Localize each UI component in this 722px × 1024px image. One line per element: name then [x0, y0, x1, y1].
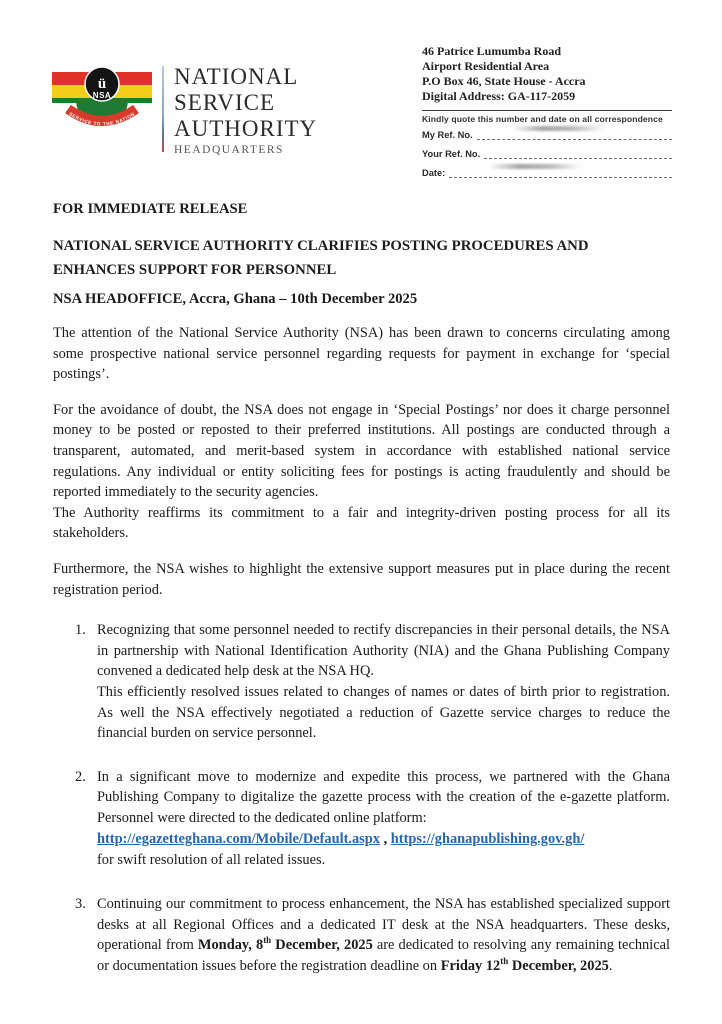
item3-bold-date-start: Monday, 8: [197, 937, 264, 954]
correspondence-note: Kindly quote this number and date on all correspondence: [422, 114, 663, 124]
item3-bold-deadline: December, 2025: [508, 957, 609, 974]
your-ref-label: Your Ref. No.: [422, 149, 481, 159]
headline: NATIONAL SERVICE AUTHORITY CLARIFIES POSTING PROCEDURES AND ENHANCES SUPPORT FOR PERSONNEL: [53, 238, 589, 278]
ordinal-suffix: th: [500, 956, 509, 967]
item3-run: are dedicated to resolving any remaining technical or documentation issues before the registration deadline on: [97, 937, 670, 974]
list-item-content: [97, 620, 670, 744]
org-name-line: SERVICE: [174, 90, 275, 115]
address-block: [422, 42, 672, 187]
address-divider: [422, 110, 672, 111]
item3-bold-date: December, 2025: [271, 937, 373, 954]
egazette-link[interactable]: http://egazetteghana.com/Mobile/Default.aspx: [97, 831, 380, 848]
list-item-2: [75, 767, 670, 871]
org-name-line: AUTHORITY: [174, 116, 318, 141]
document-body: [0, 201, 722, 976]
link-separator: ,: [379, 831, 391, 848]
nsa-emblem-icon: [50, 58, 154, 138]
date-label: Date:: [422, 168, 446, 178]
my-ref-field: [422, 130, 672, 140]
item2-tail: for swift resolution of all related issues.: [97, 852, 326, 869]
logo-acronym: NSA: [92, 91, 112, 100]
letterhead: [0, 0, 722, 187]
release-line: FOR IMMEDIATE RELEASE: [53, 201, 248, 217]
letterhead-divider: [162, 66, 164, 152]
address-line: P.O Box 46, State House - Accra: [422, 74, 586, 88]
address-line: Digital Address: GA-117-2059: [422, 89, 576, 103]
paragraph-furthermore: Furthermore, the NSA wishes to highlight the extensive support measures put in place during the recent registration period.: [53, 560, 670, 598]
faint-stamp: [489, 164, 581, 169]
paragraph-attention: The attention of the National Service Authority (NSA) has been drawn to concerns circulating among some prospective national service personnel regarding requests for payment in exchange for ‘special postings’.: [53, 325, 670, 383]
address-line: Airport Residential Area: [422, 59, 550, 73]
your-ref-blank-line: [484, 149, 672, 159]
org-division: HEADQUARTERS: [174, 144, 284, 156]
list-number: 1.: [75, 622, 86, 639]
item3-run: .: [608, 957, 613, 974]
paragraph-avoidance-block: [53, 400, 670, 544]
list-number: 2.: [75, 768, 86, 785]
nsa-logo: [50, 58, 154, 143]
faint-stamp: [512, 126, 604, 131]
list-item-content: [97, 767, 670, 871]
item3-bold-deadline-start: Friday 12: [440, 957, 501, 974]
eagle-glyph-icon: ü: [97, 76, 107, 92]
my-ref-blank-line: [477, 130, 672, 140]
org-name-block: [174, 64, 317, 156]
logo-motto: SERVICE TO THE NATION: [68, 111, 136, 127]
item2-lead: In a significant move to modernize and expedite this process, we partnered with the Ghana Publishing Company to digitalize the gazette process with the creation of the e-gazette platform. Personnel were directed to the dedicated online platform:: [97, 768, 670, 826]
address-line: 46 Patrice Lumumba Road: [422, 44, 561, 58]
my-ref-label: My Ref. No.: [422, 130, 473, 140]
paragraph-avoidance: For the avoidance of doubt, the NSA does not engage in ‘Special Postings’ nor does it charge personnel money to be posted or reposted to their preferred institutions. All postings are conducted through a transparent, automated, and merit-based system in accordance with established national service regulations. Any individual or entity soliciting fees for postings is acting fraudulently and should be reported immediately to the security agencies.: [53, 401, 670, 501]
list-item-3: [75, 894, 670, 976]
dateline: NSA HEADOFFICE, Accra, Ghana – 10th December 2025: [53, 291, 418, 307]
item2-links: [97, 828, 670, 850]
item3-run: Continuing our commitment to process enhancement, the NSA has established specialized support desks at all Regional Offices and a dedicated IT desk at the NSA headquarters. These desks, operational from: [97, 896, 670, 954]
list-item-1: [75, 620, 670, 744]
paragraph-reaffirm: The Authority reaffirms its commitment to a fair and integrity-driven posting process for all its stakeholders.: [53, 504, 670, 542]
item3-text: [97, 894, 670, 976]
item1-text: Recognizing that some personnel needed to rectify discrepancies in their personal details, the NSA in partnership with National Identification Authority (NIA) and the Ghana Publishing Company convened a dedicated help desk at the NSA HQ.: [97, 622, 670, 680]
list-number: 3.: [75, 896, 86, 913]
org-name-line: NATIONAL: [174, 64, 299, 89]
item1-text2: This efficiently resolved issues related to changes of names or dates of birth prior to registration. As well the NSA effectively negotiated a reduction of Gazette service charges to reduce the financial burden on service personnel.: [97, 683, 670, 742]
ghanapublishing-link[interactable]: https://ghanapublishing.gov.gh/: [390, 831, 585, 848]
your-ref-field: [422, 149, 672, 159]
date-blank-line: [449, 168, 672, 178]
ordinal-suffix: th: [263, 935, 272, 946]
list-item-content: [97, 894, 670, 976]
numbered-list: [75, 620, 670, 976]
date-field: [422, 168, 672, 178]
